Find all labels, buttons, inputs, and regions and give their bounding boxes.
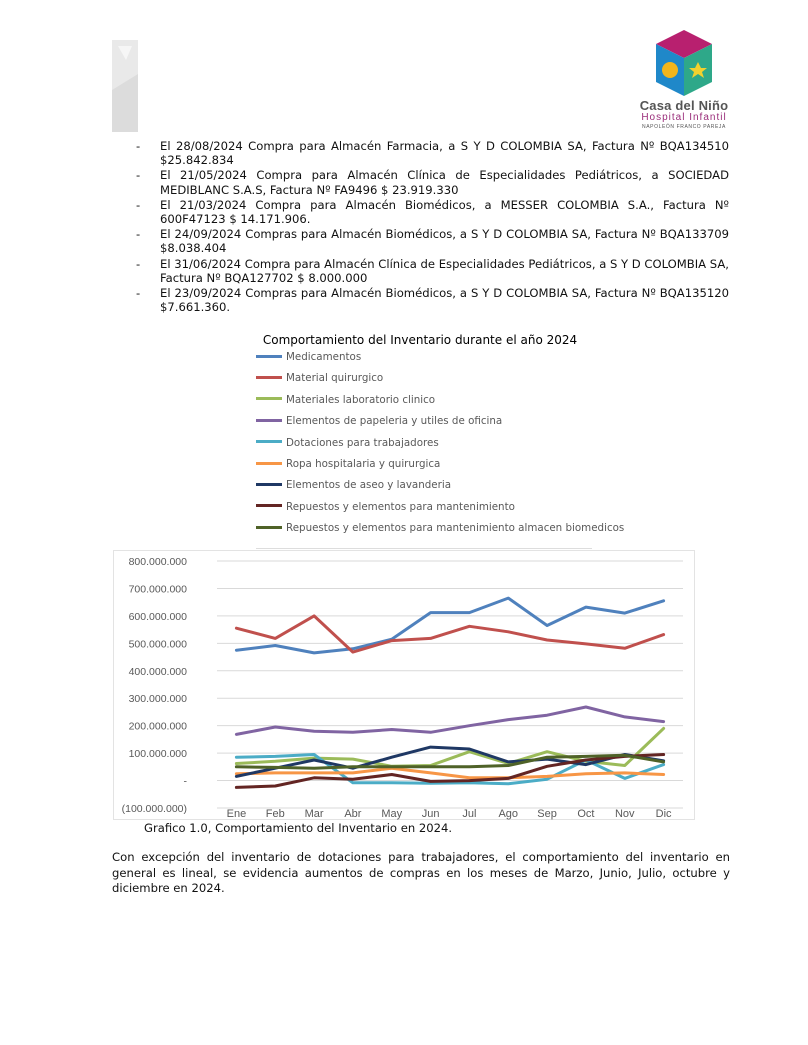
x-tick-label: May	[381, 808, 403, 820]
y-tick-label: 400.000.000	[128, 665, 187, 678]
logo-text	[636, 98, 732, 130]
list-item-text: El 31/06/2024 Compra para Almacén Clínica de Especialidades Pediátricos, a S Y D COLOMBIA SA, Factura Nº BQA127702 $ 8.000.000	[160, 256, 729, 285]
x-tick-label: Oct	[577, 808, 595, 820]
legend-label: Repuestos y elementos para mantenimiento	[286, 500, 515, 513]
list-dash: -	[136, 227, 141, 242]
legend-label: Materiales laboratorio clinico	[286, 393, 436, 406]
list-item	[136, 257, 729, 285]
plot-frame	[114, 551, 695, 820]
x-tick-label: Jul	[462, 808, 477, 820]
legend-label: Material quirurgico	[286, 372, 384, 385]
legend-entry	[256, 437, 439, 455]
line-chart	[113, 550, 695, 820]
summary-paragraph: Con excepción del inventario de dotaciones para trabajadores, el comportamiento del inventario en general es lineal, se evidencia aumentos de compras en los meses de Marzo, Junio, Julio, octubre y diciembre en 2024.	[112, 850, 730, 895]
list-item	[136, 227, 729, 255]
y-tick-label: 500.000.000	[128, 638, 187, 651]
legend-swatch	[256, 526, 282, 529]
legend-label: Dotaciones para trabajadores	[286, 436, 439, 449]
x-tick-label: Ago	[498, 808, 519, 820]
y-tick-label: 600.000.000	[128, 610, 187, 623]
figure-caption: Grafico 1.0, Comportamiento del Inventario en 2024.	[144, 821, 453, 835]
logo-small-text: NAPOLEÓN FRANCO PAREJA	[642, 124, 726, 130]
legend-swatch	[256, 462, 282, 465]
logo-name: Casa del Niño	[639, 98, 729, 113]
list-item-text: El 23/09/2024 Compras para Almacén Biomédicos, a S Y D COLOMBIA SA, Factura Nº BQA135120 $7.661.360.	[160, 286, 729, 315]
legend-swatch	[256, 376, 282, 379]
legend-entry	[256, 501, 515, 519]
list-item-text: El 24/09/2024 Compras para Almacén Biomédicos, a S Y D COLOMBIA SA, Factura Nº BQA133709 $8.038.404	[160, 227, 729, 256]
y-tick-label: 800.000.000	[128, 556, 187, 568]
legend-swatch	[256, 397, 282, 400]
legend-swatch	[256, 483, 282, 486]
list-dash: -	[136, 168, 141, 183]
legend-entry	[256, 479, 451, 497]
legend-label: Elementos de aseo y lavanderia	[286, 479, 452, 492]
chart-legend	[256, 351, 625, 549]
legend-label: Ropa hospitalaria y quirurgica	[286, 458, 441, 470]
x-tick-label: Dic	[655, 808, 672, 820]
legend-entry	[256, 351, 361, 369]
x-tick-label: Ene	[226, 808, 247, 820]
legend-swatch	[256, 440, 282, 443]
x-tick-label: Jun	[421, 808, 440, 820]
list-item-text: El 21/03/2024 Compra para Almacén Biomédicos, a MESSER COLOMBIA S.A., Factura Nº 600F47123 $ 14.171.906.	[160, 197, 729, 227]
left-decorative-mark	[110, 40, 140, 132]
list-item-text: El 28/08/2024 Compra para Almacén Farmacia, a S Y D COLOMBIA SA, Factura Nº BQA134510 $25.842.834	[160, 139, 729, 168]
chart-title: Comportamiento del Inventario durante el año 2024	[262, 333, 578, 347]
legend-swatch	[256, 355, 282, 358]
list-dash: -	[136, 197, 141, 212]
x-tick-label: Abr	[344, 808, 362, 820]
y-tick-label: -	[183, 775, 187, 788]
y-tick-label: 700.000.000	[128, 583, 187, 596]
legend-label: Repuestos y elementos para mantenimiento almacen biomedicos	[286, 522, 625, 535]
list-item	[136, 139, 729, 167]
list-item	[136, 286, 729, 314]
list-dash: -	[136, 139, 141, 153]
x-tick-label: Feb	[265, 808, 285, 820]
list-item	[136, 198, 729, 226]
legend-entry	[256, 458, 440, 476]
legend-entry	[256, 372, 383, 390]
logo-subtitle: Hospital Infantil	[641, 112, 727, 123]
legend-entry	[256, 415, 502, 433]
legend-label: Medicamentos	[286, 351, 362, 363]
y-tick-label: (100.000.000)	[121, 803, 187, 815]
legend-label: Elementos de papeleria y utiles de oficina	[286, 415, 503, 428]
x-tick-label: Mar	[304, 808, 324, 820]
legend-swatch	[256, 419, 282, 422]
purchase-list	[136, 139, 729, 315]
list-dash: -	[136, 286, 141, 301]
y-tick-label: 100.000.000	[128, 748, 187, 761]
y-tick-label: 200.000.000	[128, 720, 187, 733]
legend-entry	[256, 522, 624, 540]
legend-entry	[256, 394, 435, 412]
legend-swatch	[256, 504, 282, 507]
list-dash: -	[136, 256, 141, 271]
list-item	[136, 168, 729, 196]
list-item-text: El 21/05/2024 Compra para Almacén Clínica de Especialidades Pediátricos, a SOCIEDAD MEDIBLANC S.A.S, Factura Nº FA9496 $ 23.919.330	[160, 168, 729, 197]
x-tick-label: Sep	[537, 808, 557, 820]
y-tick-label: 300.000.000	[128, 693, 187, 706]
x-tick-label: Nov	[614, 808, 635, 820]
